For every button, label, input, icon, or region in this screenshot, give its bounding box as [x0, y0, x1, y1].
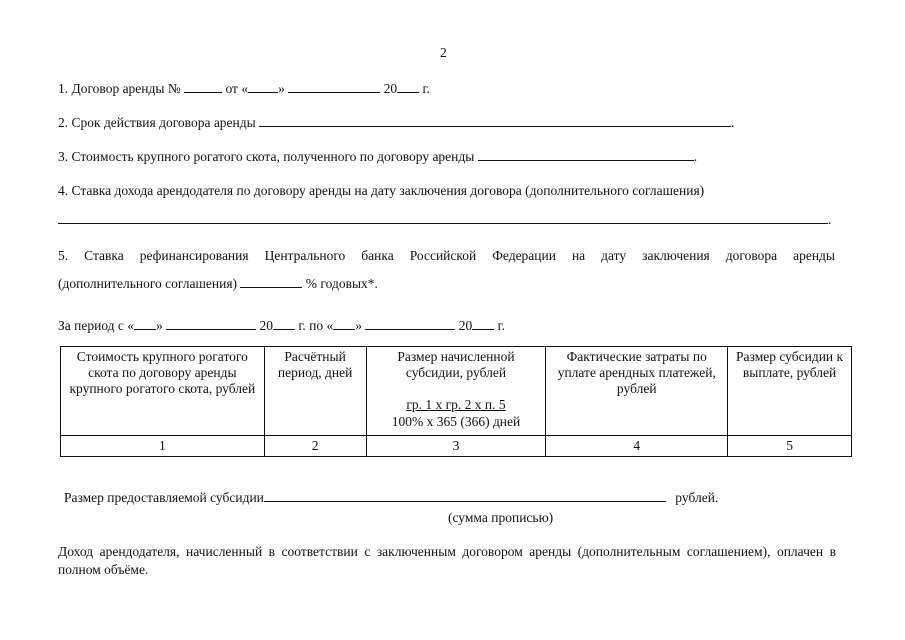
formula-numerator: гр. 1 х гр. 2 х п. 5	[406, 397, 506, 413]
column-number: 4	[546, 436, 728, 457]
column-number: 2	[264, 436, 366, 457]
item-5-refinancing-rate	[58, 248, 835, 264]
item-4-label: 4. Ставка дохода арендодателя по договору аренды на дату заключения договора (дополнительного соглашения)	[58, 183, 705, 198]
item-4-blank-line	[58, 211, 831, 228]
item-3-cattle-cost	[58, 148, 697, 165]
column-number: 5	[728, 436, 852, 457]
header-period-days: Расчётный период, дней	[264, 347, 366, 436]
header-accrued-subsidy	[366, 347, 546, 436]
subsidy-amount-label: Размер предоставляемой субсидии	[64, 490, 264, 505]
item-5-suffix: % годовых*.	[305, 276, 378, 291]
item-3-label: 3. Стоимость крупного рогатого скота, полученного по договору аренды	[58, 149, 475, 164]
item-1-quote-close: »	[278, 81, 285, 96]
period-quote-close-2: »	[355, 318, 363, 333]
item-1-label: 1. Договор аренды №	[58, 81, 181, 96]
item-3-end: .	[693, 149, 698, 164]
page-number: 2	[440, 45, 447, 60]
column-number: 1	[61, 436, 265, 457]
item-1-contract-number	[58, 80, 430, 97]
item-5-label: 5. Ставка рефинансирования Центрального банка Российской Федерации на дату заключения договора аренды	[58, 248, 835, 263]
period-start-year-blank[interactable]	[273, 317, 295, 330]
period-end-day-blank[interactable]	[333, 317, 355, 330]
item-1-century: 20	[383, 81, 398, 96]
contract-month-blank[interactable]	[288, 80, 380, 93]
contract-number-blank[interactable]	[184, 80, 222, 93]
income-statement: Доход арендодателя, начисленный в соответствии с заключенным договором аренды (дополнительным соглашением), оплачен в полном объёме.	[58, 544, 836, 577]
header-subsidy-payable: Размер субсидии к выплате, рублей	[728, 347, 852, 436]
table-row	[61, 436, 852, 457]
period-start-day-blank[interactable]	[134, 317, 156, 330]
lessor-rate-blank[interactable]	[58, 211, 828, 224]
period-century-1: 20	[259, 318, 274, 333]
amount-in-words-note: (сумма прописью)	[448, 510, 554, 525]
column-number: 3	[366, 436, 546, 457]
item-2-end: .	[731, 115, 735, 130]
contract-year-blank[interactable]	[397, 80, 419, 93]
period-century-2: 20	[458, 318, 473, 333]
subsidy-unit: рублей.	[675, 490, 719, 505]
period-mid: г. по «	[298, 318, 334, 333]
period-end: г.	[497, 318, 506, 333]
item-1-year-suffix: г.	[422, 81, 430, 96]
refinancing-rate-blank[interactable]	[240, 275, 302, 288]
item-1-from: от «	[225, 81, 249, 96]
item-4-end: .	[828, 212, 832, 227]
formula-denominator: 100% х 365 (366) дней	[391, 413, 521, 429]
item-5-cont-label: (дополнительного соглашения)	[58, 276, 238, 291]
period-label: За период с «	[58, 318, 135, 333]
header-accrued-subsidy-label: Размер начисленной субсидии, рублей	[397, 349, 515, 381]
subsidy-amount-blank[interactable]	[264, 489, 666, 502]
table-header-row	[61, 347, 852, 436]
period-line	[58, 317, 505, 334]
period-quote-close-1: »	[156, 318, 163, 333]
period-end-year-blank[interactable]	[472, 317, 494, 330]
item-2-label: 2. Срок действия договора аренды	[58, 115, 256, 130]
header-cattle-cost: Стоимость крупного рогатого скота по договору аренды крупного рогатого скота, рублей	[61, 347, 265, 436]
period-start-month-blank[interactable]	[166, 317, 256, 330]
header-actual-costs: Фактические затраты по уплате арендных платежей, рублей	[546, 347, 728, 436]
subsidy-table	[60, 346, 852, 457]
item-4-lessor-rate	[58, 183, 704, 199]
item-2-contract-term	[58, 114, 734, 131]
cattle-cost-blank[interactable]	[478, 148, 694, 161]
item-5-continuation	[58, 275, 378, 292]
period-end-month-blank[interactable]	[365, 317, 455, 330]
contract-day-blank[interactable]	[248, 80, 278, 93]
contract-term-blank[interactable]	[259, 114, 731, 127]
subsidy-amount-line	[64, 489, 718, 506]
